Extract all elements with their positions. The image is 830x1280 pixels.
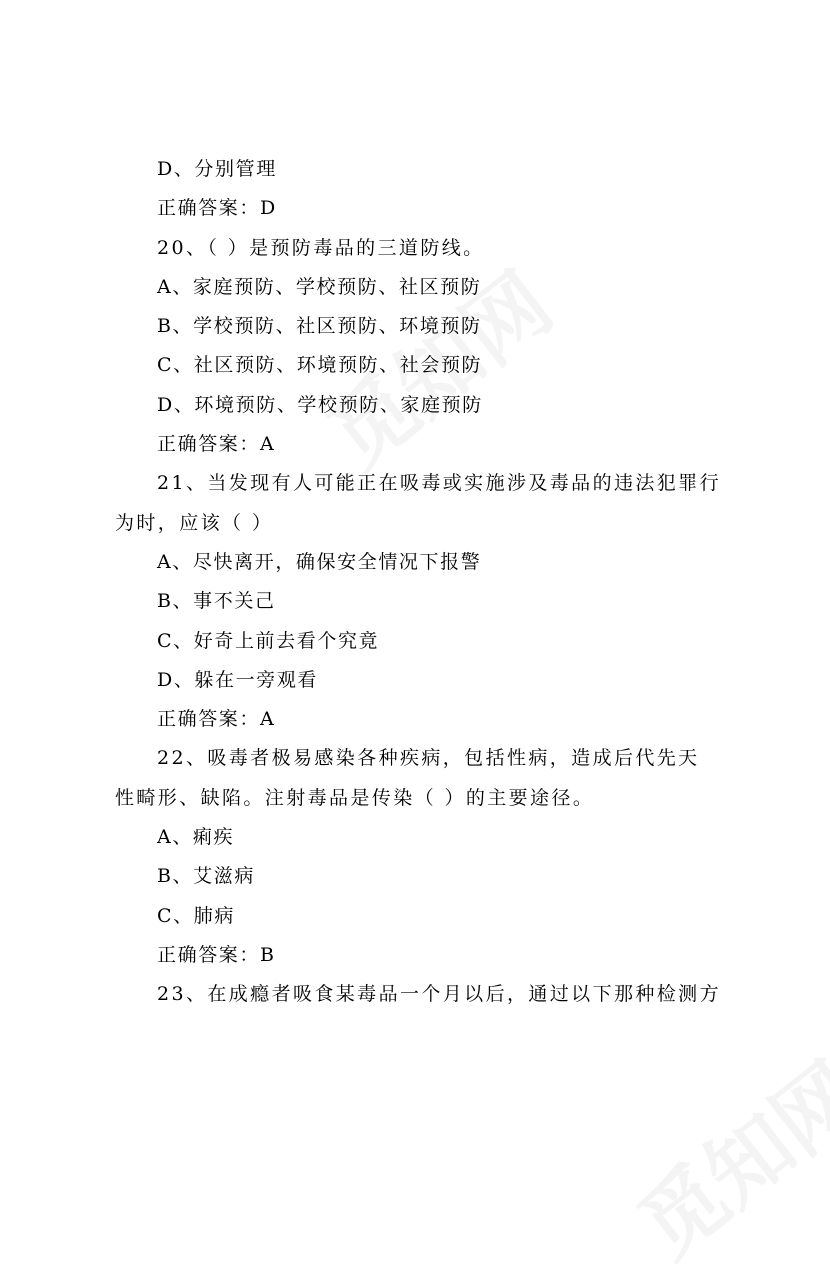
answer-line: 正确答案：A — [157, 708, 276, 731]
answer-line: 正确答案：B — [157, 943, 276, 966]
option-line: D、分别管理 — [157, 158, 277, 180]
option-line: A、痢疾 — [157, 826, 235, 849]
question-line: 性畸形、缺陷。注射毒品是传染（ ）的主要途径。 — [115, 786, 595, 809]
option-line: C、肺病 — [157, 904, 235, 927]
option-line: A、尽快离开，确保安全情况下报警 — [157, 550, 482, 573]
question-line: 为时，应该（ ） — [115, 511, 274, 534]
option-line: B、事不关己 — [157, 590, 276, 613]
option-line: D、躲在一旁观看 — [157, 668, 319, 691]
option-line: C、社区预防、环境预防、社会预防 — [157, 354, 483, 377]
answer-line: 正确答案：A — [157, 433, 276, 456]
option-line: B、学校预防、社区预防、环境预防 — [157, 315, 482, 338]
answer-line: 正确答案：D — [157, 197, 277, 220]
question-line: 21、当发现有人可能正在吸毒或实施涉及毒品的违法犯罪行 — [157, 472, 721, 495]
option-line: B、艾滋病 — [157, 865, 255, 888]
watermark — [610, 1030, 830, 1280]
question-line: 23、在成瘾者吸食某毒品一个月以后，通过以下那种检测方 — [157, 983, 721, 1006]
question-line: 22、吸毒者极易感染各种疾病，包括性病，造成后代先天 — [157, 747, 700, 770]
option-line: A、家庭预防、学校预防、社区预防 — [157, 275, 482, 298]
question-line: 20、（ ）是预防毒品的三道防线。 — [157, 236, 485, 259]
question-list — [115, 150, 730, 1015]
option-line: D、环境预防、学校预防、家庭预防 — [157, 393, 483, 416]
option-line: C、好奇上前去看个究竟 — [157, 629, 380, 652]
